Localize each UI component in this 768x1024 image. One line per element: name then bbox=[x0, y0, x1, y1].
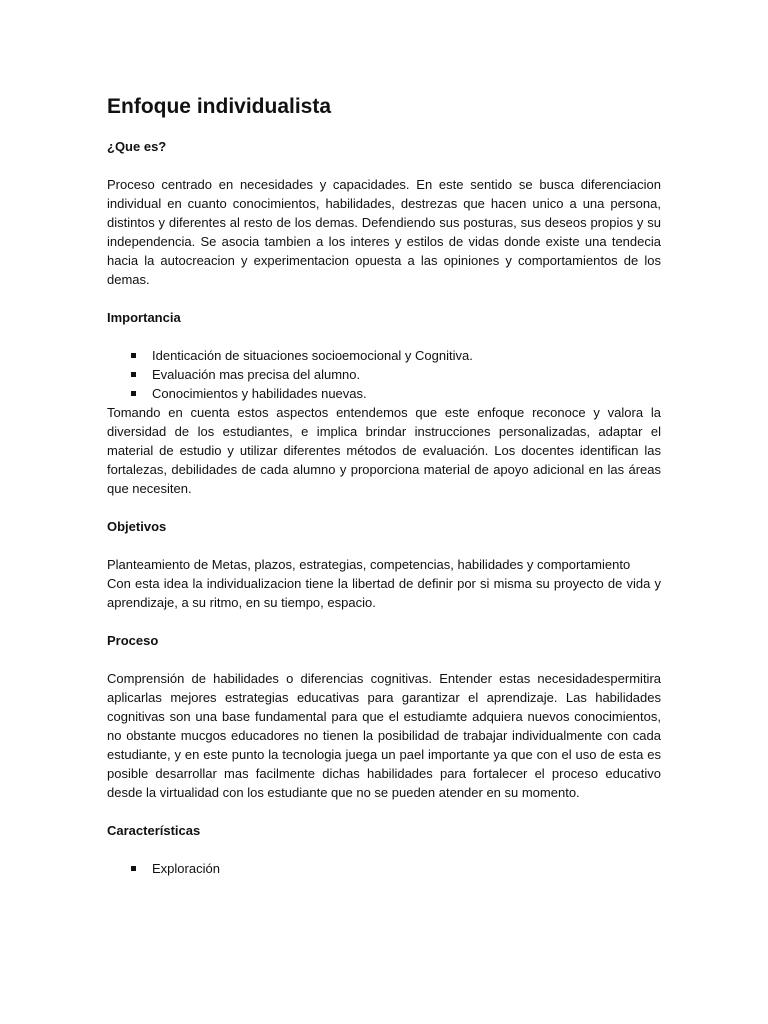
paragraph-proceso: Comprensión de habilidades o diferencias cognitivas. Entender estas necesidadespermitira aplicarlas mejores estrategias educativas para garantizar el aprendizaje. Las habilidades cognitivas son una base fundamental para que el estudiamte adquiera nuevos conocimientos, no obstante mucgos educadores no tienen la posibilidad de trabajar individualmente con cada estudiante, y en este punto la tecnologia juega un pael importante ya que con el uso de esta es posible desarrollar mas facilmente dichas habilidades para fortalecer el proceso educativo desde la virtualidad con los estudiante que no se pueden atender en su momento. bbox=[107, 671, 661, 800]
paragraph-importancia: Tomando en cuenta estos aspectos entendemos que este enfoque reconoce y valora la diversidad de los estudiantes, e implica brindar instrucciones personalizadas, adaptar el material de estudio y utilizar diferentes métodos de evaluación. Los docentes identifican las fortalezas, debilidades de cada alumno y proporciona material de apoyo adicional en las áreas que necesiten. bbox=[107, 405, 661, 496]
paragraph-objetivos-2: Con esta idea la individualizacion tiene la libertad de definir por si misma su proyecto de vida y aprendizaje, a su ritmo, en su tiempo, espacio. bbox=[107, 576, 661, 610]
heading-caracteristicas: Características bbox=[107, 823, 201, 838]
heading-proceso: Proceso bbox=[107, 633, 159, 648]
heading-que-es: ¿Que es? bbox=[107, 139, 167, 154]
document-title: Enfoque individualista bbox=[107, 95, 332, 118]
bullet-item: Conocimientos y habilidades nuevas. bbox=[131, 384, 661, 403]
caracteristicas-bullet-list bbox=[107, 859, 661, 878]
bullet-item: Evaluación mas precisa del alumno. bbox=[131, 365, 661, 384]
paragraph-que-es: Proceso centrado en necesidades y capacidades. En este sentido se busca diferenciacion individual en cuanto conocimientos, habilidades, destrezas que hacen unico a una persona, distintos y diferentes al resto de los demas. Defendiendo sus posturas, sus deseos propios y su independencia. Se asocia tambien a los interes y estilos de vidas donde existe una tendecia hacia la autocreacion y experimentacion opuesta a las opiniones y comportamientos de los demas. bbox=[107, 177, 661, 287]
heading-objetivos: Objetivos bbox=[107, 519, 167, 534]
bullet-item: Identicación de situaciones socioemocional y Cognitiva. bbox=[131, 346, 661, 365]
paragraph-objetivos-1: Planteamiento de Metas, plazos, estrategias, competencias, habilidades y comportamiento bbox=[107, 557, 631, 572]
heading-importancia: Importancia bbox=[107, 310, 181, 325]
importancia-bullet-list bbox=[107, 346, 661, 403]
bullet-item: Exploración bbox=[131, 859, 661, 878]
